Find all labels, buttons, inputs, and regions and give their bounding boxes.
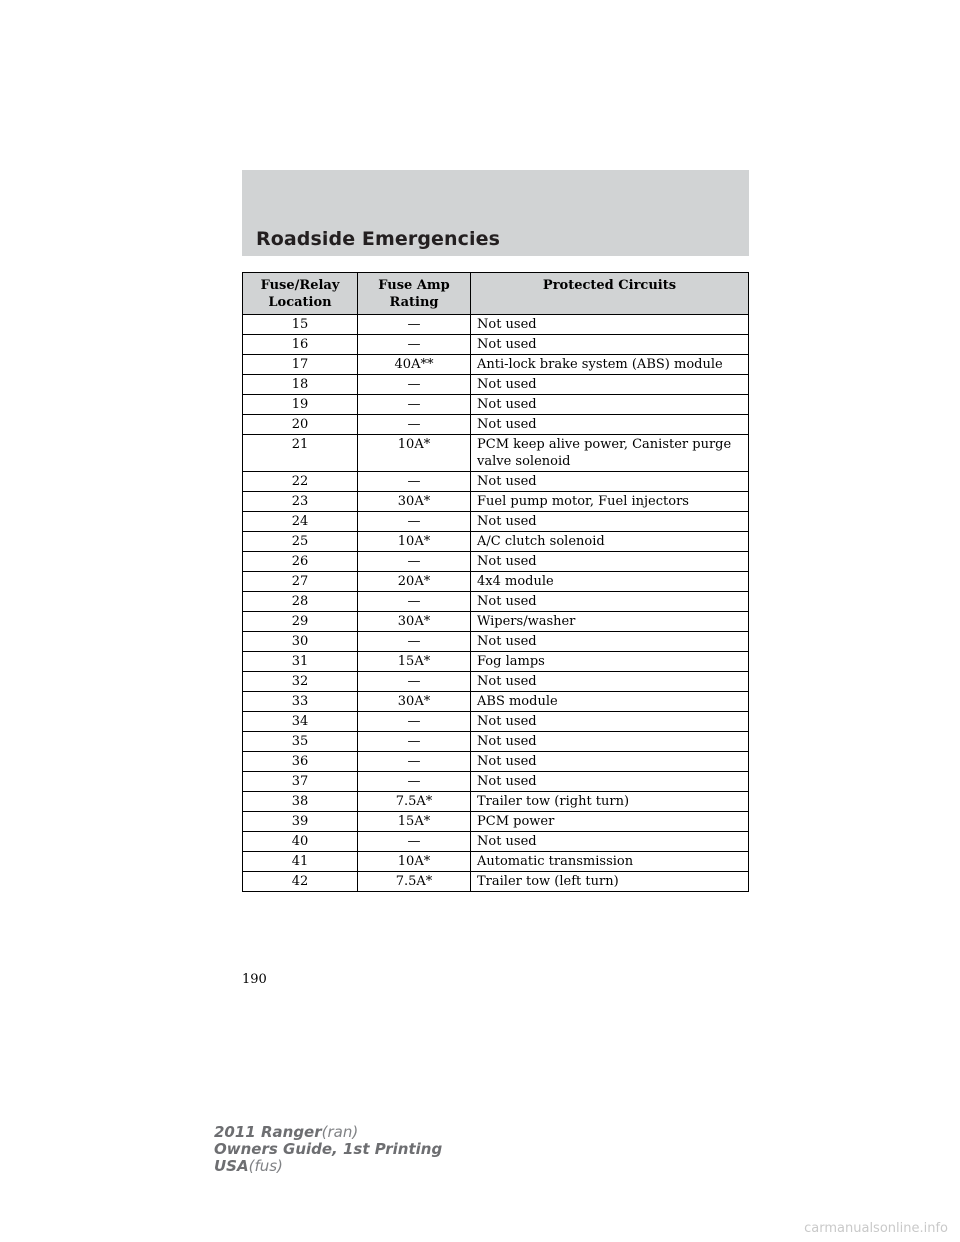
fuse-location-cell: 18 (243, 375, 358, 395)
table-row (243, 435, 749, 472)
fuse-location-cell: 26 (243, 552, 358, 572)
table-row (243, 732, 749, 752)
table-row (243, 872, 749, 892)
fuse-amp-cell: — (358, 315, 471, 335)
fuse-location-cell: 35 (243, 732, 358, 752)
table-row (243, 492, 749, 512)
fuse-location-cell: 15 (243, 315, 358, 335)
section-banner (242, 170, 749, 256)
protected-circuits-cell: Not used (471, 632, 749, 652)
fuse-amp-cell: 7.5A* (358, 872, 471, 892)
fuse-location-cell: 27 (243, 572, 358, 592)
protected-circuits-cell: Not used (471, 315, 749, 335)
fuse-amp-cell: — (358, 712, 471, 732)
fuse-amp-cell: — (358, 512, 471, 532)
fuse-amp-cell: — (358, 552, 471, 572)
fuse-location-cell: 32 (243, 672, 358, 692)
fuse-amp-cell: — (358, 732, 471, 752)
table-row (243, 355, 749, 375)
table-row (243, 852, 749, 872)
footer-market-name: USA (214, 1157, 249, 1175)
table-row (243, 772, 749, 792)
table-row (243, 512, 749, 532)
table-row (243, 592, 749, 612)
fuse-location-cell: 30 (243, 632, 358, 652)
footer-line-printing (214, 1141, 442, 1158)
fuse-location-cell: 37 (243, 772, 358, 792)
protected-circuits-cell: Not used (471, 832, 749, 852)
table-row (243, 395, 749, 415)
fuse-amp-cell: — (358, 415, 471, 435)
fuse-amp-cell: — (358, 672, 471, 692)
footer-model-name: 2011 Ranger (214, 1123, 322, 1141)
fuse-location-cell: 29 (243, 612, 358, 632)
fuse-location-cell: 22 (243, 472, 358, 492)
table-row (243, 752, 749, 772)
table-row (243, 652, 749, 672)
fuse-amp-cell: 10A* (358, 852, 471, 872)
column-header-location: Fuse/Relay Location (243, 273, 358, 315)
table-row (243, 532, 749, 552)
protected-circuits-cell: PCM power (471, 812, 749, 832)
fuse-amp-cell: 10A* (358, 532, 471, 552)
fuse-location-cell: 39 (243, 812, 358, 832)
table-row (243, 632, 749, 652)
protected-circuits-cell: Anti-lock brake system (ABS) module (471, 355, 749, 375)
table-row (243, 315, 749, 335)
fuse-amp-cell: 20A* (358, 572, 471, 592)
protected-circuits-cell: Not used (471, 552, 749, 572)
fuse-amp-cell: 10A* (358, 435, 471, 472)
protected-circuits-cell: PCM keep alive power, Canister purge valve solenoid (471, 435, 749, 472)
fuse-amp-cell: — (358, 772, 471, 792)
table-row (243, 375, 749, 395)
fuse-amp-cell: 7.5A* (358, 792, 471, 812)
fuse-location-cell: 40 (243, 832, 358, 852)
fuse-amp-cell: — (358, 472, 471, 492)
table-row (243, 692, 749, 712)
fuse-location-cell: 34 (243, 712, 358, 732)
protected-circuits-cell: Not used (471, 732, 749, 752)
fuse-location-cell: 42 (243, 872, 358, 892)
table-row (243, 792, 749, 812)
protected-circuits-cell: Not used (471, 472, 749, 492)
fuse-location-cell: 20 (243, 415, 358, 435)
fuse-location-cell: 31 (243, 652, 358, 672)
table-row (243, 335, 749, 355)
protected-circuits-cell: Wipers/washer (471, 612, 749, 632)
table-row (243, 672, 749, 692)
table-row (243, 612, 749, 632)
fuse-location-cell: 41 (243, 852, 358, 872)
fuse-amp-cell: — (358, 395, 471, 415)
fuse-location-cell: 23 (243, 492, 358, 512)
fuse-amp-cell: — (358, 592, 471, 612)
fuse-amp-cell: 30A* (358, 492, 471, 512)
footer-line-market (214, 1158, 442, 1175)
protected-circuits-cell: Fuel pump motor, Fuel injectors (471, 492, 749, 512)
protected-circuits-cell: Automatic transmission (471, 852, 749, 872)
fuse-location-cell: 28 (243, 592, 358, 612)
protected-circuits-cell: Not used (471, 415, 749, 435)
fuse-amp-cell: — (358, 335, 471, 355)
table-row (243, 472, 749, 492)
fuse-location-cell: 21 (243, 435, 358, 472)
fuse-location-cell: 36 (243, 752, 358, 772)
fuse-location-cell: 17 (243, 355, 358, 375)
print-footer (214, 1124, 442, 1175)
fuse-location-cell: 19 (243, 395, 358, 415)
column-header-amp-rating: Fuse Amp Rating (358, 273, 471, 315)
fuse-amp-cell: 40A** (358, 355, 471, 375)
protected-circuits-cell: Fog lamps (471, 652, 749, 672)
protected-circuits-cell: Not used (471, 712, 749, 732)
watermark: carmanualsonline.info (804, 1221, 948, 1236)
fuse-amp-cell: — (358, 752, 471, 772)
fuse-location-cell: 25 (243, 532, 358, 552)
footer-printing-text: Owners Guide, 1st Printing (214, 1140, 443, 1158)
fuse-amp-cell: 15A* (358, 812, 471, 832)
protected-circuits-cell: Not used (471, 335, 749, 355)
footer-model-code: (ran) (321, 1123, 359, 1141)
fuse-amp-cell: — (358, 632, 471, 652)
protected-circuits-cell: Not used (471, 672, 749, 692)
fuse-location-cell: 33 (243, 692, 358, 712)
column-header-protected-circuits: Protected Circuits (471, 273, 749, 315)
protected-circuits-cell: Not used (471, 772, 749, 792)
fuse-location-cell: 24 (243, 512, 358, 532)
protected-circuits-cell: Not used (471, 395, 749, 415)
fuse-amp-cell: 30A* (358, 612, 471, 632)
protected-circuits-cell: Trailer tow (left turn) (471, 872, 749, 892)
protected-circuits-cell: Not used (471, 512, 749, 532)
fuse-amp-cell: — (358, 832, 471, 852)
fuse-table (242, 272, 749, 892)
footer-market-code: (fus) (248, 1157, 283, 1175)
protected-circuits-cell: Trailer tow (right turn) (471, 792, 749, 812)
protected-circuits-cell: ABS module (471, 692, 749, 712)
protected-circuits-cell: Not used (471, 752, 749, 772)
footer-line-model (214, 1124, 442, 1141)
fuse-amp-cell: 15A* (358, 652, 471, 672)
protected-circuits-cell: A/C clutch solenoid (471, 532, 749, 552)
fuse-amp-cell: 30A* (358, 692, 471, 712)
table-row (243, 712, 749, 732)
protected-circuits-cell: Not used (471, 592, 749, 612)
page-number: 190 (242, 972, 267, 987)
table-row (243, 572, 749, 592)
protected-circuits-cell: 4x4 module (471, 572, 749, 592)
section-title: Roadside Emergencies (256, 228, 501, 250)
table-row (243, 832, 749, 852)
table-body (243, 315, 749, 892)
fuse-location-cell: 38 (243, 792, 358, 812)
table-header-row (243, 273, 749, 315)
table-row (243, 812, 749, 832)
fuse-location-cell: 16 (243, 335, 358, 355)
fuse-amp-cell: — (358, 375, 471, 395)
table-row (243, 415, 749, 435)
table-row (243, 552, 749, 572)
protected-circuits-cell: Not used (471, 375, 749, 395)
